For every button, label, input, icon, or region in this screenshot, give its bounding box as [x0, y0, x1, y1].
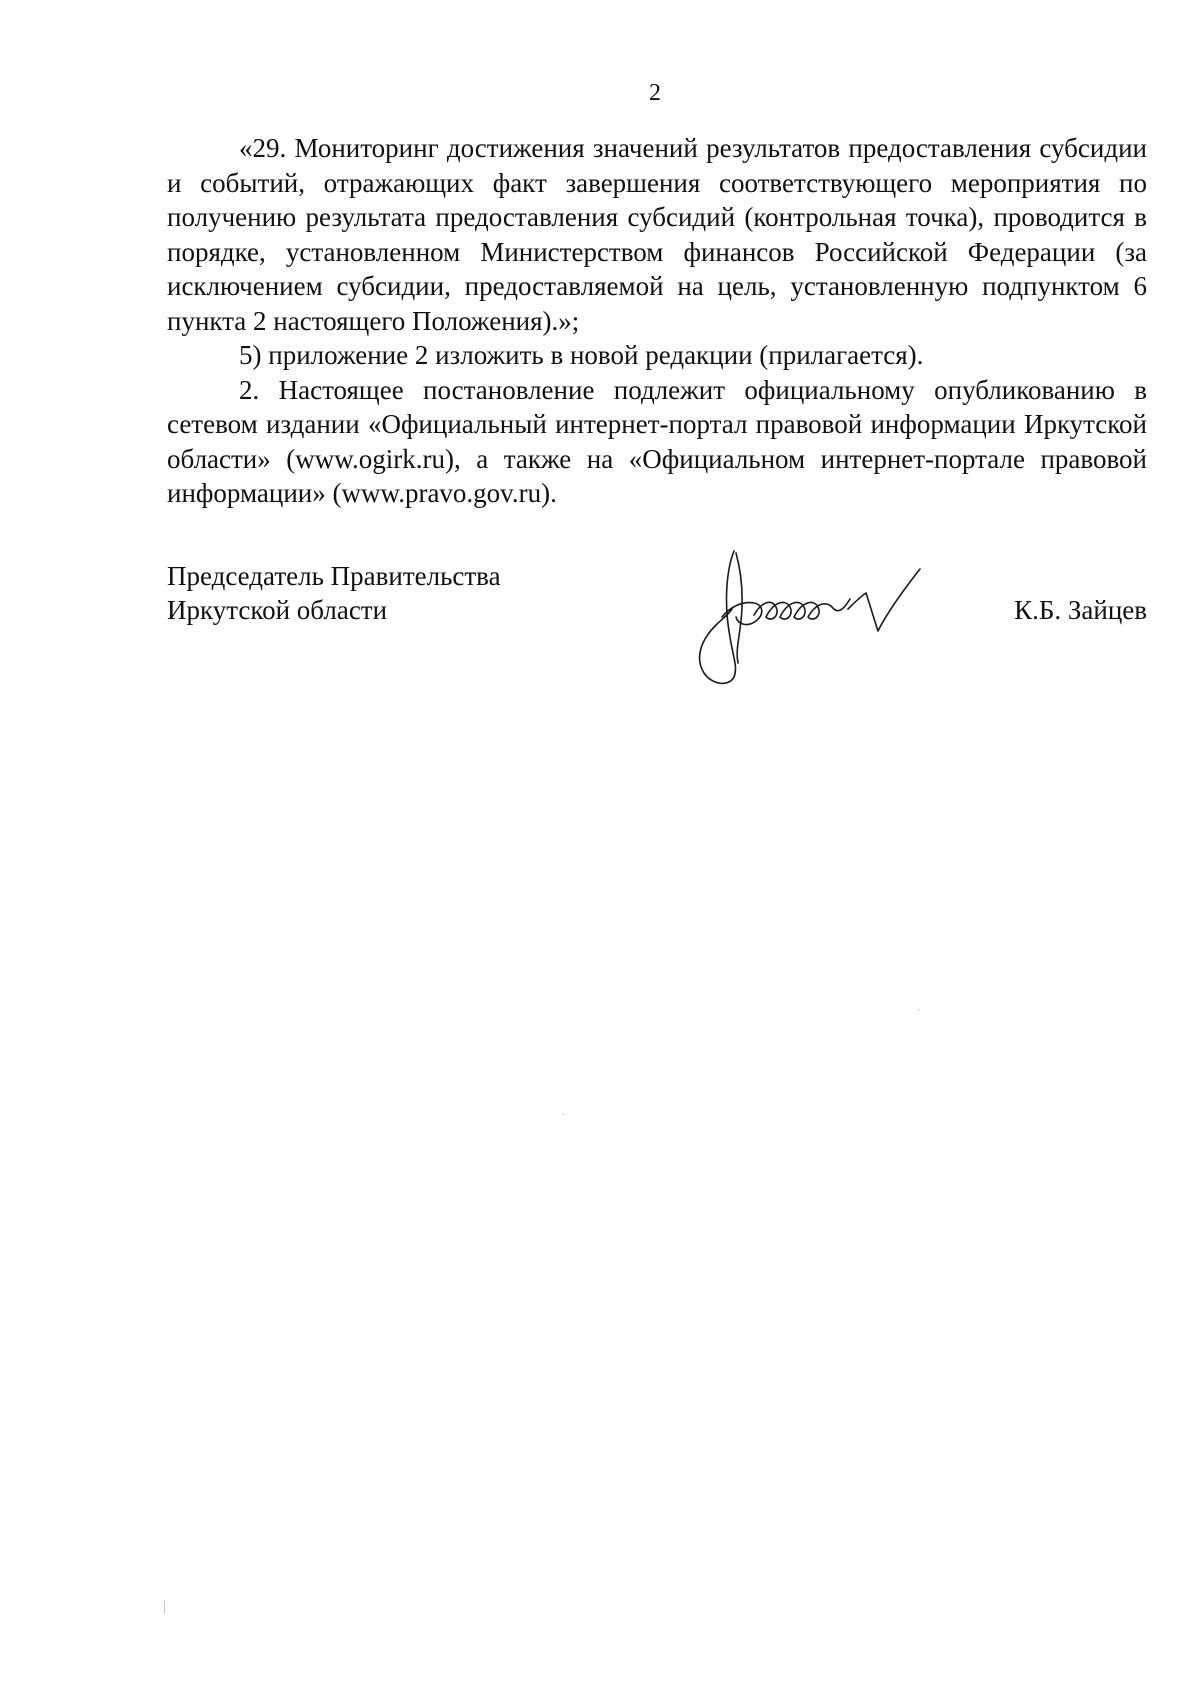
signer-title	[167, 559, 501, 627]
signer-title-line-2: Иркутской области	[167, 595, 388, 625]
paragraph-appendix: 5) приложение 2 изложить в новой редакции (прилагается).	[239, 340, 924, 370]
paragraph-publication: 2. Настоящее постановление подлежит официальному опубликованию в сетевом издании «Официальный интернет-портал правовой информации Иркутской области» (www.ogirk.ru), а также на «Официальном интернет-портале правовой информации» (www.pravo.gov.ru).	[167, 374, 1147, 508]
paragraph-monitoring: «29. Мониторинг достижения значений результатов предоставления субсидии и событий, отражающих факт завершения соответствующего мероприятия по получению результата предоставления субсидий (контрольная точка), проводится в порядке, установленном Министерством финансов Российской Федерации (за исключением субсидии, предоставляемой на цель, установленную подпунктом 6 пункта 2 настоящего Положения).»;	[167, 133, 1147, 336]
handwritten-signature-icon	[672, 545, 932, 695]
scan-artifact	[918, 1009, 919, 1011]
document-body	[167, 131, 1147, 511]
page-number: 2	[649, 80, 661, 106]
signature-block	[167, 559, 1147, 719]
signer-name: К.Б. Зайцев	[1014, 595, 1147, 625]
scan-artifact	[563, 1113, 564, 1115]
scan-artifact	[164, 1600, 165, 1614]
signer-title-line-1: Председатель Правительства	[167, 561, 501, 591]
